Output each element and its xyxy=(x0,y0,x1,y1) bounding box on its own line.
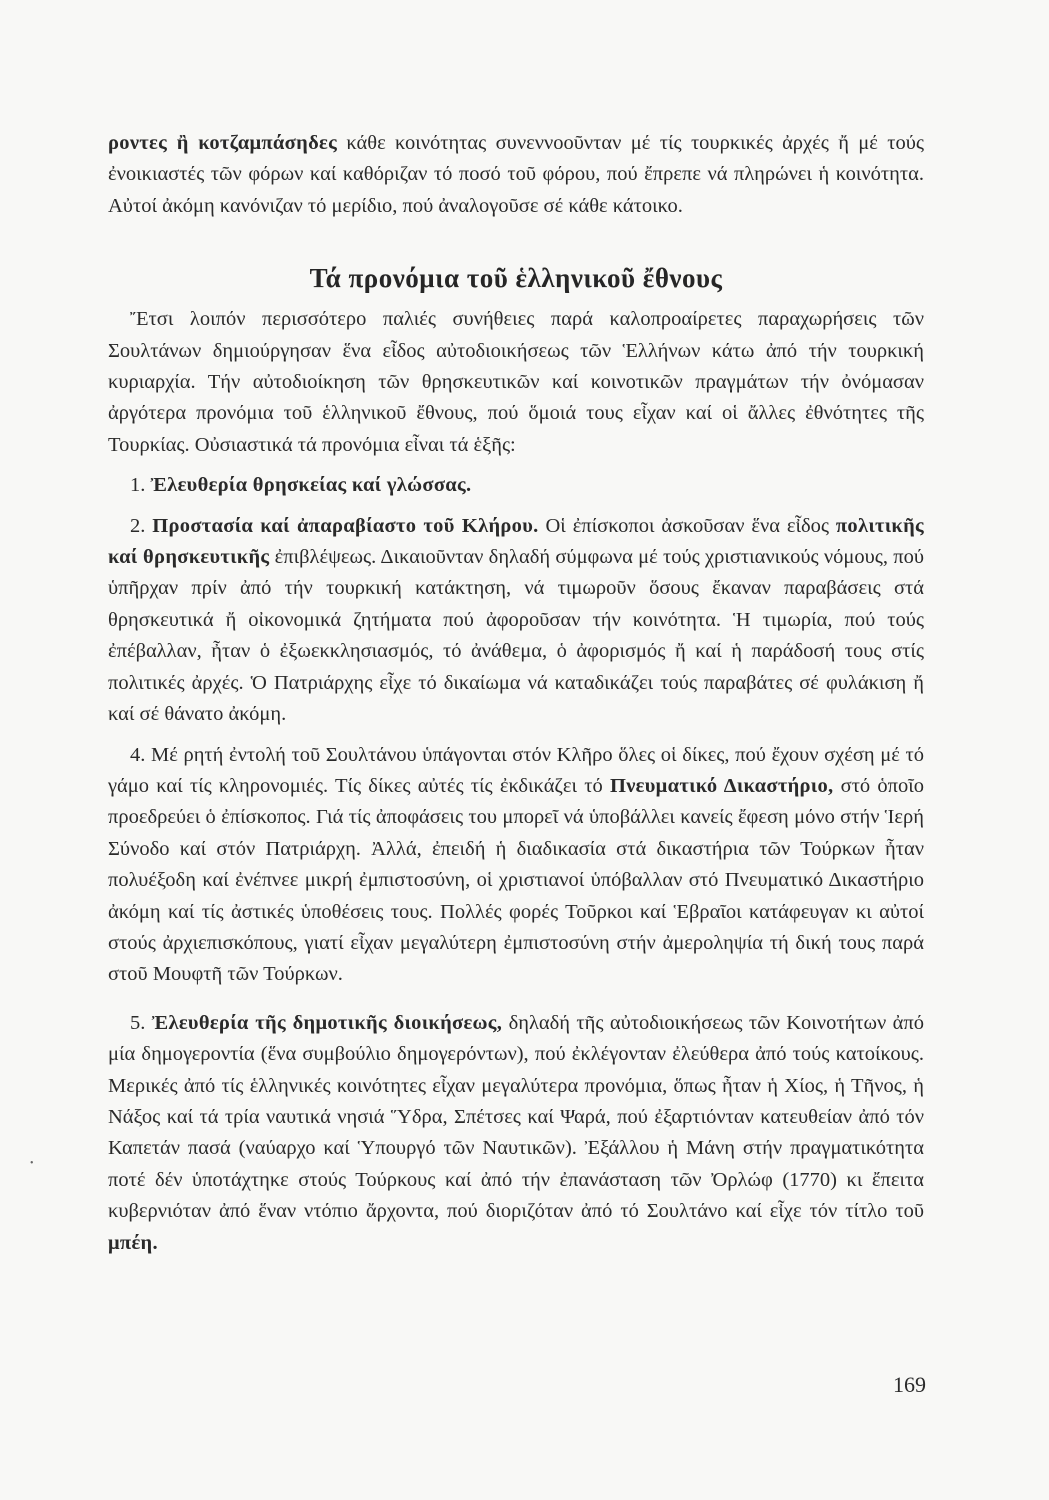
intro-paragraph xyxy=(108,128,924,222)
privilege-item-2 xyxy=(108,511,924,731)
item2-text-1: Οἱ ἐπίσκοποι ἀσκοῦσαν ἕνα εἶδος xyxy=(538,514,836,537)
intro-text: κάθε κοινότητας συνεννοοῦνταν μέ τίς τουρκικές ἀρχές ἤ μέ τούς ἐνοικιαστές τῶν φόρων καί καθόριζαν τό ποσό τοῦ φόρου, πού ἔπρεπε νά πληρώνει ἡ κοινότητα. Αὐτοί ἀκόμη κανόνιζαν τό μερίδιο, πού ἀναλογοῦσε σέ κάθε κάτοικο. xyxy=(108,132,925,217)
item5-number: 5. xyxy=(130,1011,152,1034)
intro-bold-term: ροντες ἢ κοτζαμπάσηδες xyxy=(108,132,338,154)
item2-text-2: ἐπιβλέψεως. Δικαιοῦνταν δηλαδή σύμφωνα μέ τούς χριστιανικούς νόμους, πού ὑπῆρχαν πρίν ἀπό τήν τουρκική κατάκτηση, νά τιμωροῦν ὅσους ἔκαναν παραβάσεις στά θρησκευτικά ἤ οἰκονομικά ζητήματα πού ἀφοροῦσαν τήν κοινότητα. Ἡ τιμωρία, πού τούς ἐπέβαλλαν, ἦταν ὁ ἐξωεκκλησιασμός, τό ἀνάθεμα, ὁ ἀφορισμός ἤ καί ἡ παράδοσή τους στίς πολιτικές ἀρχές. Ὁ Πατριάρχης εἶχε τό δικαίωμα νά καταδικάζει τούς παραβάτες σέ φυλάκιση ἤ καί σέ θάνατο ἀκόμη. xyxy=(108,546,925,726)
item5-text-1: δηλαδή τῆς αὐτοδιοικήσεως τῶν Κοινοτήτων ἀπό μία δημογεροντία (ἕνα συμβούλιο δημογερόντων), πού ἐκλέγονταν ἐλεύθερα ἀπό τούς κατοίκους. Μερικές ἀπό τίς ἑλληνικές κοινότητες εἶχαν μεγαλύτερα προνόμια, ὅπως ἦταν ἡ Χίος, ἡ Τῆνος, ἡ Νάξος καί τά τρία ναυτικά νησιά Ὕδρα, Σπέτσες καί Ψαρά, πού ἐξαρτιόνταν κατευθείαν ἀπό τόν Καπετάν πασά (ναύαρχο καί Ὑπουργό τῶν Ναυτικῶν). Ἐξάλλου ἡ Μάνη στήν πραγματικότητα ποτέ δέν ὑποτάχτηκε στούς Τούρκους καί ἀπό τήν ἐπανάσταση τῶν Ὀρλώφ (1770) κι ἔπειτα κυβερνιόταν ἀπό ἕναν ντόπιο ἄρχοντα, πού διοριζόταν ἀπό τό Σουλτάνο καί εἶχε τόν τίτλο τοῦ xyxy=(108,1011,925,1223)
item1-number: 1. xyxy=(130,474,151,497)
item2-number: 2. xyxy=(130,514,153,537)
item5-title: Ἐλευθερία τῆς δημοτικῆς διοικήσεως, xyxy=(151,1011,503,1034)
margin-mark: • xyxy=(30,1158,34,1169)
privilege-item-5 xyxy=(108,1008,924,1259)
page-number: 169 xyxy=(893,1372,926,1397)
item2-bold-term: πολιτικῆς καί θρησκευτικῆς xyxy=(108,514,924,569)
section-heading: Τά προνόμια τοῦ ἑλληνικοῦ ἔθνους xyxy=(309,263,723,294)
item5-bold-term: μπέη. xyxy=(108,1231,158,1254)
item2-title: Προστασία καί ἀπαραβίαστο τοῦ Κλήρου. xyxy=(152,514,539,537)
privileges-intro-paragraph: Ἔτσι λοιπόν περισσότερο παλιές συνήθειες παρά καλοπροαίρετες παραχωρήσεις τῶν Σουλτάνων δημιούργησαν ἕνα εἶδος αὐτοδιοικήσεως τῶν Ἑλλήνων κάτω ἀπό τήν τουρκική κυριαρχία. Τήν αὐτοδιοίκηση τῶν θρησκευτικῶν καί κοινοτικῶν πραγμάτων τήν ὀνόμασαν ἀργότερα προνόμια τοῦ ἑλληνικοῦ ἔθνους, πού ὅμοιά τους εἶχαν καί οἱ ἄλλες ἐθνότητες τῆς Τουρκίας. Οὐσιαστικά τά προνόμια εἶναι τά ἑξῆς: xyxy=(108,308,924,456)
item1-title: Ἐλευθερία θρησκείας καί γλώσσας. xyxy=(150,474,472,497)
privilege-item-4 xyxy=(108,740,924,991)
item4-text-1: 4. Μέ ρητή ἐντολή τοῦ Σουλτάνου ὑπάγονται στόν Κλῆρο ὅλες οἱ δίκες, πού ἔχουν σχέση μέ τό γάμο καί τίς κληρονομιές. Τίς δίκες αὐτές τίς ἐκδικάζει τό xyxy=(108,743,924,797)
item4-bold-term: Πνευματικό Δικαστήριο, xyxy=(609,774,834,797)
item4-text-2: στό ὁποῖο προεδρεύει ὁ ἐπίσκοπος. Γιά τίς ἀποφάσεις του μπορεῖ νά ὑποβάλλει κανείς ἔφεση μόνο στήν Ἱερή Σύνοδο καί στόν Πατριάρχη. Ἀλλά, ἐπειδή ἡ διαδικασία στά δικαστήρια τῶν Τούρκων ἦταν πολυέξοδη καί ἐνέπνεε μικρή ἐμπιστοσύνη, οἱ χριστιανοί ὑπόβαλλαν στό Πνευματικό Δικαστήριο ἀκόμη καί τίς ἀστικές ὑποθέσεις τους. Πολλές φορές Τοῦρκοι καί Ἑβραῖοι κατάφευγαν κι αὐτοί στούς ἀρχιεπισκόπους, γιατί εἶχαν μεγαλύτερη ἐμπιστοσύνη στήν ἀμεροληψία τή δική τους παρά στοῦ Μουφτῆ τῶν Τούρκων. xyxy=(108,774,925,986)
page-body xyxy=(108,128,924,1259)
privilege-item-1 xyxy=(108,470,924,501)
